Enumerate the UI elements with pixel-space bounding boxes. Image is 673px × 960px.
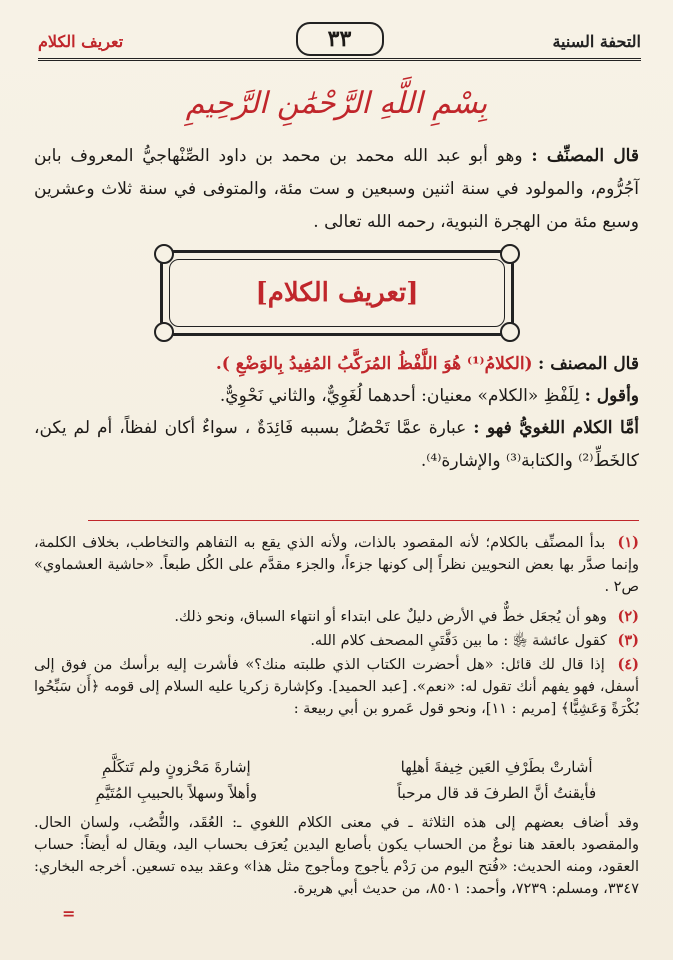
poem-verse-1 [40, 756, 633, 778]
footnote-text: كقول عائشة ﵂ : ما بين دَفَّتَيِ المصحف كلام الله. [310, 633, 607, 649]
commentary-line [34, 380, 639, 413]
author-lead: قال المصنف : [538, 354, 639, 374]
page-header [38, 28, 641, 68]
footnote-number: (١) [617, 534, 639, 551]
verse-hemistich: إشارةَ مَحْزونٍ ولم تَتكَلَّمِ [102, 758, 251, 776]
section-heading: [تعريف الكلام] [255, 278, 419, 308]
footnote-3 [34, 630, 639, 652]
footnote-text: وهو أن يُجعَل خطٌّ في الأرض دليلٌ على ابتداء أو انتهاء السباق، ونحو ذلك. [174, 609, 607, 625]
definition-quote: (الكلامُ⁽¹⁾ هُوَ اللَّفْظُ المُرَكَّبُ المُفِيدُ بِالوَضْعِ ). [215, 354, 533, 374]
footnote-number: (٣) [617, 632, 639, 649]
running-section-title: تعريف الكلام [38, 32, 124, 51]
linguistic-lead: أمَّا الكلام اللغويُّ فهو : [473, 418, 640, 438]
section-heading-box [160, 250, 514, 336]
commentary-text: لِلَفْظِ «الكلام» معنيان: أحدهما لُغَوِيٌّ، والثاني نَحْوِيٌّ. [219, 386, 580, 406]
definition-line [34, 348, 639, 381]
footnote-divider [88, 520, 639, 521]
verse-hemistich: وأهلاً وسهلاً بالحبيبِ المُتَيَّمِ [95, 784, 258, 802]
footnote-continuation: وقد أضاف بعضهم إلى هذه الثلاثة ـ في معنى الكلام اللغوي ـ: العُقَد، والنُّصُب، ولسان الحال. والمقصود بالعقد هنا نوعٌ من الحساب يكون بأصابع اليدين يُعرَف بحساب اليد، ويقال له أيضاً: حساب العقود، ومنه الحديث: «فُتح اليوم من رَدْم يأجوج ومأجوج مثل هذا» وعقد بيده تسعين. أخرجه البخاري: ٣٣٤٧، ومسلم: ٧٢٣٩، وأحمد: ٨٥٠١، من حديث أبي هريرة. [34, 815, 639, 897]
header-rule [38, 58, 641, 61]
linguistic-definition [34, 412, 639, 478]
verse-hemistich: فأيقنتُ أنَّ الطرفَ قد قال مرحباً [397, 784, 597, 802]
footnote-1 [34, 532, 639, 598]
footnote-4 [34, 654, 639, 720]
footnote-text: إذا قال لك قائل: «هل أحضرت الكتاب الذي طلبته منك؟» فأشرت إليه برأسك من فوق إلى أسفل، فهو يفهم أنك تقول له: «نعم». [عبد الحميد]. وكإشارة زكريا عليه السلام إلى قومه ﴿أَن سَبِّحُوا بُكْرَةً وَعَشِيًّا﴾ [مريم : ١١]، ونحو قول عَمرو بن أبي ربيعة : [34, 657, 639, 717]
commentary-lead: وأقول : [584, 386, 639, 406]
intro-text: وهو أبو عبد الله محمد بن محمد بن داود الصِّنْهاجيُّ المعروف بابن آجُرُّوم، والمولود في سنة اثنين وسبعين و ست مئة، والمتوفى في سنة ثلاث وعشرين وسبع مئة من الهجرة النبوية، رحمه الله تعالى . [34, 146, 639, 232]
page-number: ٣٣ [296, 22, 384, 56]
basmala: بِسْمِ اللَّهِ الرَّحْمَٰنِ الرَّحِيمِ [185, 86, 488, 121]
footnote-number: (٤) [617, 656, 639, 673]
footnote-2 [34, 606, 639, 628]
intro-paragraph [34, 140, 639, 239]
footnote-text: بدأ المصنِّف بالكلام؛ لأنه المقصود بالذات، ولأنه الذي يقع به التفاهم والتخاطب، بخلاف الكلمة، وإنما صدَّر بها بعض النحويين نظراً إلى كونها جزءاً، والجزء مقدَّم على الكُل طبعاً. «حاشية العشماوي» ص٢ . [34, 535, 639, 595]
continuation-mark: = [62, 904, 76, 923]
poem-verse-2 [40, 782, 633, 804]
intro-lead: قال المصنِّف : [531, 146, 639, 166]
book-title: التحفة السنية [552, 32, 641, 51]
linguistic-text: عبارة عمَّا تَحْصُلُ بسببه فَائِدَةٌ ، سواءٌ أكان لفظاً، أم لم يكن، كالخَطِّ⁽²⁾ والكتابة⁽³⁾ والإشارة⁽⁴⁾. [34, 418, 639, 471]
footnote-number: (٢) [617, 608, 639, 625]
verse-hemistich: أشارتْ بطَرْفِ العَين خِيفةَ أهلِها [400, 758, 593, 776]
